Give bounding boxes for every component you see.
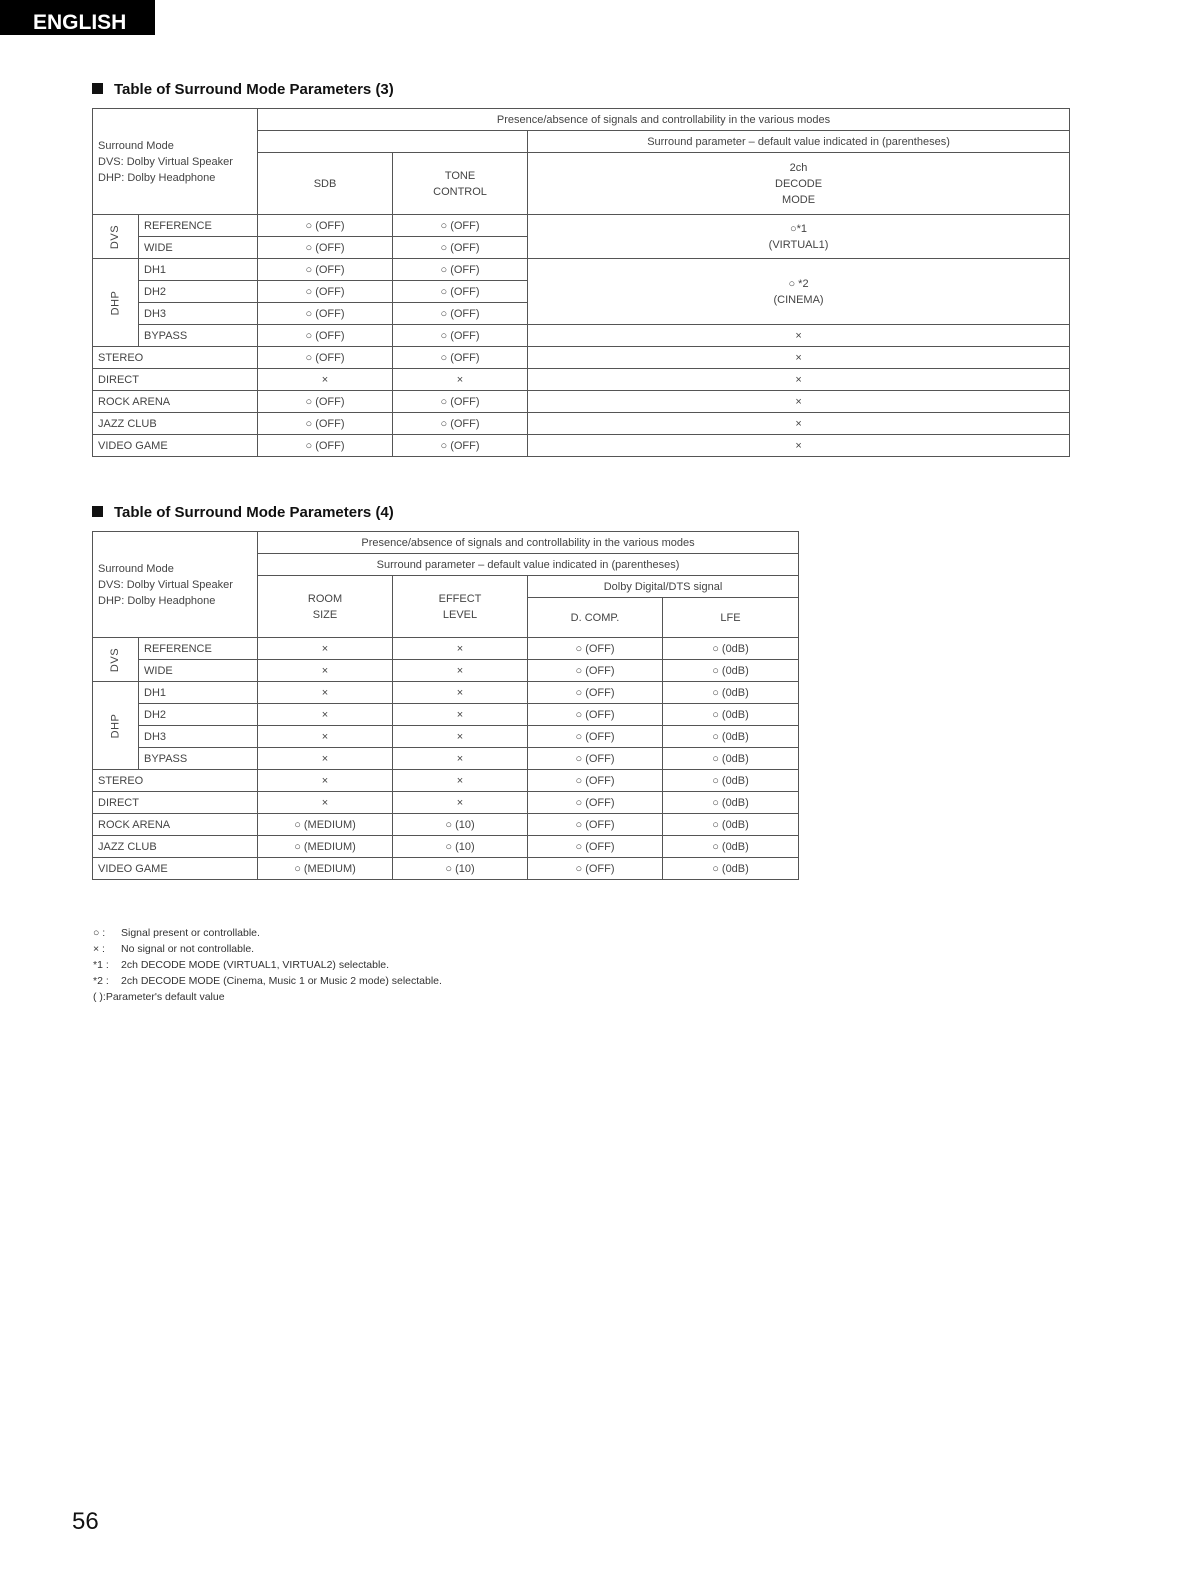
sdb-cell: ○ (OFF) [258, 237, 393, 259]
sdb-cell: ○ (OFF) [258, 215, 393, 237]
lfe-cell: ○ (0dB) [663, 704, 799, 726]
mode-cell: STEREO [93, 770, 258, 792]
dcomp-cell: ○ (OFF) [528, 726, 663, 748]
presence-header: Presence/absence of signals and controllability in the various modes [258, 109, 1070, 131]
blank-header [258, 131, 528, 153]
col-d-comp: D. COMP. [528, 598, 663, 638]
dcomp-cell: ○ (OFF) [528, 638, 663, 660]
table4-title: Table of Surround Mode Parameters (4) [114, 504, 394, 521]
tone-cell: ○ (OFF) [393, 215, 528, 237]
sdb-cell: ○ (OFF) [258, 303, 393, 325]
language-tab: ENGLISH [0, 0, 155, 35]
effect-cell: × [393, 748, 528, 770]
mode-cell: STEREO [93, 347, 258, 369]
dcomp-cell: ○ (OFF) [528, 704, 663, 726]
surround-parameters-table-3 [92, 108, 1070, 457]
legend-item: ○ : Signal present or controllable. [93, 927, 260, 939]
mode-cell: BYPASS [139, 748, 258, 770]
dcomp-cell: ○ (OFF) [528, 682, 663, 704]
dcomp-cell: ○ (OFF) [528, 858, 663, 880]
tone-cell: ○ (OFF) [393, 259, 528, 281]
legend-item: *1 : 2ch DECODE MODE (VIRTUAL1, VIRTUAL2) selectable. [93, 959, 390, 971]
lfe-cell: ○ (0dB) [663, 660, 799, 682]
effect-cell: ○ (10) [393, 814, 528, 836]
tone-cell: × [393, 369, 528, 391]
room-cell: ○ (MEDIUM) [258, 814, 393, 836]
room-cell: × [258, 682, 393, 704]
group-dvs: DVS [93, 638, 139, 682]
effect-cell: ○ (10) [393, 858, 528, 880]
effect-cell: × [393, 770, 528, 792]
mode-cell: DH2 [139, 281, 258, 303]
lfe-cell: ○ (0dB) [663, 638, 799, 660]
decode-dvs-cell: ○*1 (VIRTUAL1) [528, 215, 1070, 259]
effect-cell: × [393, 682, 528, 704]
effect-cell: × [393, 704, 528, 726]
room-cell: × [258, 638, 393, 660]
tone-cell: ○ (OFF) [393, 281, 528, 303]
mode-cell: ROCK ARENA [93, 391, 258, 413]
decode-dhp-cell: ○ *2 (CINEMA) [528, 259, 1070, 325]
sdb-cell: ○ (OFF) [258, 435, 393, 457]
mode-cell: JAZZ CLUB [93, 413, 258, 435]
lfe-cell: ○ (0dB) [663, 814, 799, 836]
square-bullet-icon [92, 506, 103, 517]
lfe-cell: ○ (0dB) [663, 836, 799, 858]
lfe-cell: ○ (0dB) [663, 792, 799, 814]
dcomp-cell: ○ (OFF) [528, 836, 663, 858]
room-cell: × [258, 660, 393, 682]
col-room-size: ROOM SIZE [258, 576, 393, 638]
room-cell: × [258, 770, 393, 792]
lfe-cell: ○ (0dB) [663, 682, 799, 704]
group-dhp: DHP [93, 259, 139, 347]
dcomp-cell: ○ (OFF) [528, 660, 663, 682]
mode-cell: VIDEO GAME [93, 435, 258, 457]
mode-header: Surround Mode DVS: Dolby Virtual Speaker DHP: Dolby Headphone [93, 532, 258, 638]
effect-cell: × [393, 792, 528, 814]
dcomp-cell: ○ (OFF) [528, 814, 663, 836]
table4-title-row [92, 504, 394, 521]
effect-cell: ○ (10) [393, 836, 528, 858]
mode-cell: JAZZ CLUB [93, 836, 258, 858]
lfe-cell: ○ (0dB) [663, 726, 799, 748]
sdb-cell: ○ (OFF) [258, 413, 393, 435]
sdb-cell: ○ (OFF) [258, 391, 393, 413]
tone-cell: ○ (OFF) [393, 347, 528, 369]
decode-cell: × [528, 369, 1070, 391]
dcomp-cell: ○ (OFF) [528, 748, 663, 770]
parameter-header: Surround parameter – default value indicated in (parentheses) [258, 554, 799, 576]
sdb-cell: ○ (OFF) [258, 325, 393, 347]
legend-item: × : No signal or not controllable. [93, 943, 255, 955]
legend-item: *2 : 2ch DECODE MODE (Cinema, Music 1 or Music 2 mode) selectable. [93, 975, 442, 987]
sdb-cell: ○ (OFF) [258, 347, 393, 369]
dcomp-cell: ○ (OFF) [528, 792, 663, 814]
decode-cell: × [528, 413, 1070, 435]
room-cell: × [258, 704, 393, 726]
room-cell: × [258, 748, 393, 770]
table3-title-row [92, 81, 394, 98]
effect-cell: × [393, 660, 528, 682]
mode-cell: REFERENCE [139, 638, 258, 660]
decode-cell: × [528, 391, 1070, 413]
lfe-cell: ○ (0dB) [663, 858, 799, 880]
lfe-cell: ○ (0dB) [663, 770, 799, 792]
room-cell: ○ (MEDIUM) [258, 858, 393, 880]
tone-cell: ○ (OFF) [393, 303, 528, 325]
room-cell: × [258, 792, 393, 814]
mode-cell: DH1 [139, 682, 258, 704]
dcomp-cell: ○ (OFF) [528, 770, 663, 792]
decode-cell: × [528, 347, 1070, 369]
parameter-header: Surround parameter – default value indicated in (parentheses) [528, 131, 1070, 153]
tone-cell: ○ (OFF) [393, 237, 528, 259]
mode-cell: ROCK ARENA [93, 814, 258, 836]
square-bullet-icon [92, 83, 103, 94]
decode-cell: × [528, 325, 1070, 347]
mode-cell: VIDEO GAME [93, 858, 258, 880]
tone-cell: ○ (OFF) [393, 325, 528, 347]
mode-cell: REFERENCE [139, 215, 258, 237]
presence-header: Presence/absence of signals and controllability in the various modes [258, 532, 799, 554]
sdb-cell: ○ (OFF) [258, 281, 393, 303]
lfe-cell: ○ (0dB) [663, 748, 799, 770]
col-tone-control: TONE CONTROL [393, 153, 528, 215]
mode-cell: BYPASS [139, 325, 258, 347]
sdb-cell: ○ (OFF) [258, 259, 393, 281]
legend-item: ( ):Parameter's default value [93, 991, 225, 1003]
room-cell: ○ (MEDIUM) [258, 836, 393, 858]
mode-cell: DIRECT [93, 369, 258, 391]
mode-cell: WIDE [139, 237, 258, 259]
col-lfe: LFE [663, 598, 799, 638]
group-dvs: DVS [93, 215, 139, 259]
page-number: 56 [72, 1508, 99, 1535]
sdb-cell: × [258, 369, 393, 391]
legend [93, 925, 442, 1005]
table3-title: Table of Surround Mode Parameters (3) [114, 81, 394, 98]
mode-cell: DH2 [139, 704, 258, 726]
mode-cell: WIDE [139, 660, 258, 682]
surround-parameters-table-4 [92, 531, 799, 880]
dolby-header: Dolby Digital/DTS signal [528, 576, 799, 598]
room-cell: × [258, 726, 393, 748]
mode-cell: DH3 [139, 726, 258, 748]
decode-cell: × [528, 435, 1070, 457]
col-2ch-decode-mode: 2ch DECODE MODE [528, 153, 1070, 215]
col-sdb: SDB [258, 153, 393, 215]
tone-cell: ○ (OFF) [393, 391, 528, 413]
group-dhp: DHP [93, 682, 139, 770]
mode-cell: DH3 [139, 303, 258, 325]
mode-cell: DH1 [139, 259, 258, 281]
effect-cell: × [393, 726, 528, 748]
col-effect-level: EFFECT LEVEL [393, 576, 528, 638]
tone-cell: ○ (OFF) [393, 435, 528, 457]
tone-cell: ○ (OFF) [393, 413, 528, 435]
mode-header: Surround Mode DVS: Dolby Virtual Speaker DHP: Dolby Headphone [93, 109, 258, 215]
mode-cell: DIRECT [93, 792, 258, 814]
effect-cell: × [393, 638, 528, 660]
